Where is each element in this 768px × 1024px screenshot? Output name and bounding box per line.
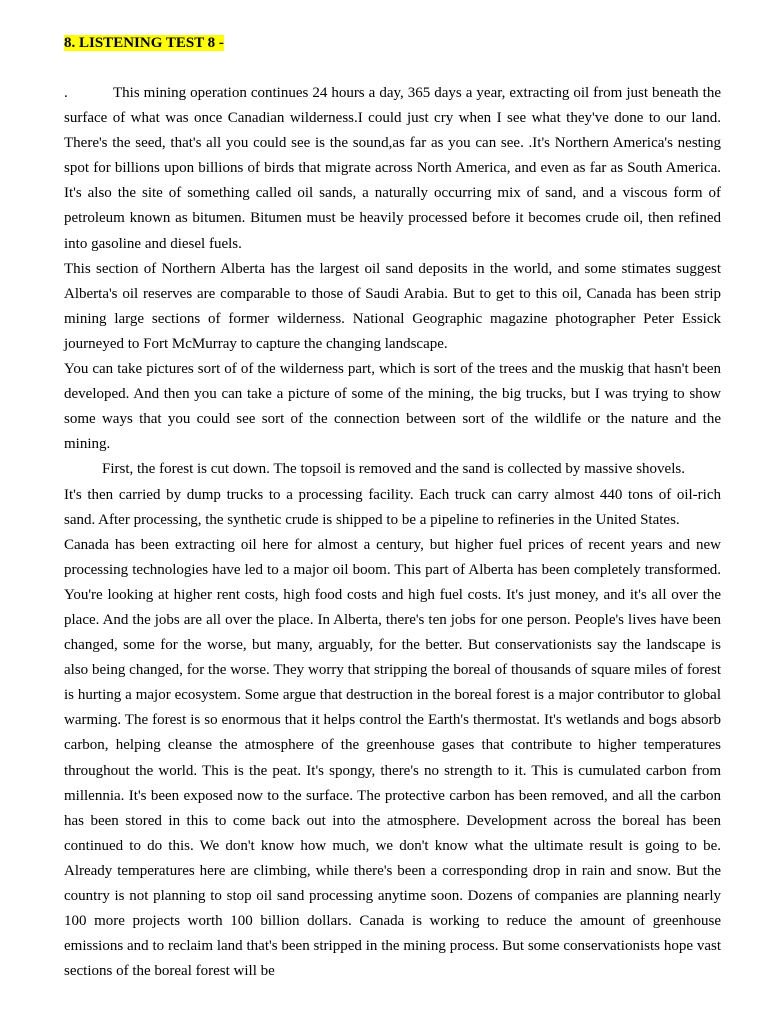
document-body [64, 81, 721, 984]
paragraph-1-text: This mining operation continues 24 hours a day, 365 days a year, extracting oil from just beneath the surface of what was once Canadian wilderness.I could just cry when I see what they've done to our land. There's the seed, that's all you could see is the sound,as far as you can see. .It's Northern America's nesting spot for billions upon billions of birds that migrate across North America, and even as far as South America. It's also the site of something called oil sands, a naturally occurring mix of sand, and a viscous form of petroleum known as bitumen. Bitumen must be heavily processed before it becomes crude oil, then refined into gasoline and diesel fuels. [64, 85, 721, 252]
paragraph-2: This section of Northern Alberta has the largest oil sand deposits in the world, and some stimates suggest Alberta's oil reserves are comparable to those of Saudi Arabia. But to get to this oil, Canada has been strip mining large sections of former wilderness. National Geographic magazine photographer Peter Essick journeyed to Fort McMurray to capture the changing landscape. [64, 260, 721, 352]
paragraph-3: You can take pictures sort of of the wilderness part, which is sort of the trees and the muskig that hasn't been developed. And then you can take a picture of some of the mining, the big trucks, but I was trying to show some ways that you could see sort of the connection between sort of the wildlife or the nature and the mining. [64, 361, 721, 453]
paragraph-lead-mark: . [64, 85, 68, 101]
title-highlight: 8. LISTENING TEST 8 - [64, 35, 224, 51]
paragraph-6: Canada has been extracting oil here for almost a century, but higher fuel prices of recent years and new processing technologies have led to a major oil boom. This part of Alberta has been completely transformed. You're looking at higher rent costs, high food costs and high fuel costs. It's just money, and it's all over the place. And the jobs are all over the place. In Alberta, there's ten jobs for one person. People's lives have been changed, some for the worse, but many, arguably, for the better. But conservationists say the landscape is also being changed, for the worse. They worry that stripping the boreal of thousands of square miles of forest is hurting a major ecosystem. Some argue that destruction in the boreal forest is a major contributor to global warming. The forest is so enormous that it helps control the Earth's thermostat. It's wetlands and bogs absorb carbon, helping cleanse the atmosphere of the greenhouse gases that contribute to higher temperatures throughout the world. This is the peat. It's spongy, there's no strength to it. This is cumulated carbon from millennia. It's been exposed now to the surface. The protective carbon has been removed, and all the carbon has been stored in this to come back out into the atmosphere. Development across the boreal has been continued to do this. We don't know how much, we don't know what the ultimate result is going to be. Already temperatures here are climbing, while there's been a corresponding drop in rain and snow. But the country is not planning to stop oil sand processing anytime soon. Dozens of companies are planning nearly 100 more projects worth 100 billion dollars. Canada is working to reduce the amount of greenhouse emissions and to reclaim land that's been stripped in the mining process. But some conservationists hope vast sections of the boreal forest will be [64, 536, 721, 980]
document-title [64, 34, 224, 52]
paragraph-4: First, the forest is cut down. The topsoil is removed and the sand is collected by massive shovels. [102, 461, 685, 478]
paragraph-5: It's then carried by dump trucks to a processing facility. Each truck can carry almost 440 tons of oil-rich sand. After processing, the synthetic crude is shipped to be a pipeline to refineries in the United States. [64, 486, 721, 528]
paragraph-1 [64, 81, 721, 257]
